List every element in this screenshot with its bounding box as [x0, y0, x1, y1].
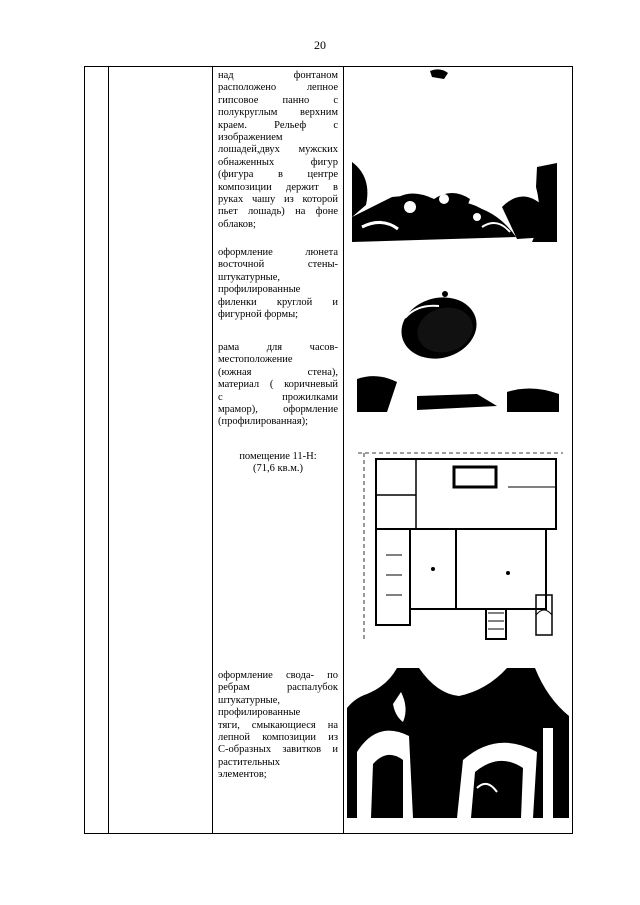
vault-description [218, 670, 338, 782]
text-line: оформление свода- по [218, 670, 338, 681]
vault-photo [347, 668, 569, 818]
text-line: гипсовое панно с [218, 94, 338, 106]
text-line: лошадей,двух мужских [218, 144, 338, 156]
text-line: штукатурные, [218, 694, 281, 706]
text-line: с прожилками [218, 391, 338, 403]
panel-description [218, 70, 338, 231]
text-line: местоположение [218, 354, 293, 366]
lunette-oval-photo [357, 244, 559, 412]
text-line: профилированные [218, 284, 301, 296]
room-heading [218, 451, 338, 476]
text-line: изображением [218, 132, 283, 144]
text-line: краем. Рельеф с [218, 119, 338, 131]
text-line: (южная стена), [218, 366, 338, 378]
room-area: (71,6 кв.м.) [253, 463, 303, 475]
text-line: материал ( коричневый [218, 379, 338, 391]
text-line: фигурной формы; [218, 309, 299, 321]
text-line: оформление люнета [218, 247, 338, 258]
text-line: расположено лепное [218, 82, 338, 94]
room-number: помещение 11-Н: [239, 451, 317, 462]
text-line: тяги, смыкающиеся на [218, 719, 338, 731]
page-number: 20 [314, 38, 326, 52]
lunette-description [218, 247, 338, 321]
clock-frame-description [218, 342, 338, 429]
floor-plan [358, 445, 563, 645]
text-line: ребрам распалубок [218, 682, 338, 694]
relief-panel-photo [352, 67, 557, 242]
text-line: мрамор), оформление [218, 404, 338, 416]
text-line: профилированные [218, 707, 301, 719]
text-line: С-образных завитков и [218, 744, 338, 756]
text-line: облаков; [218, 218, 256, 230]
text-line: над фонтаном [218, 70, 338, 81]
text-line: рама для часов- [218, 342, 338, 353]
text-line: лепной композиции из [218, 732, 338, 744]
text-line: обнаженных фигур [218, 156, 338, 168]
text-line: (фигура в центре [218, 169, 338, 181]
text-line: филенки круглой и [218, 296, 338, 308]
text-line: полукруглым верхним [218, 107, 338, 119]
text-line: композиции держит в [218, 181, 338, 193]
text-line: растительных [218, 756, 280, 768]
text-line: пьет лошадь) на фоне [218, 206, 338, 218]
text-line: элементов; [218, 769, 267, 781]
text-line: руках чашу из которой [218, 194, 338, 206]
text-line: восточной стены- [218, 259, 338, 271]
text-line: (профилированная); [218, 416, 309, 428]
text-line: штукатурные, [218, 271, 281, 283]
